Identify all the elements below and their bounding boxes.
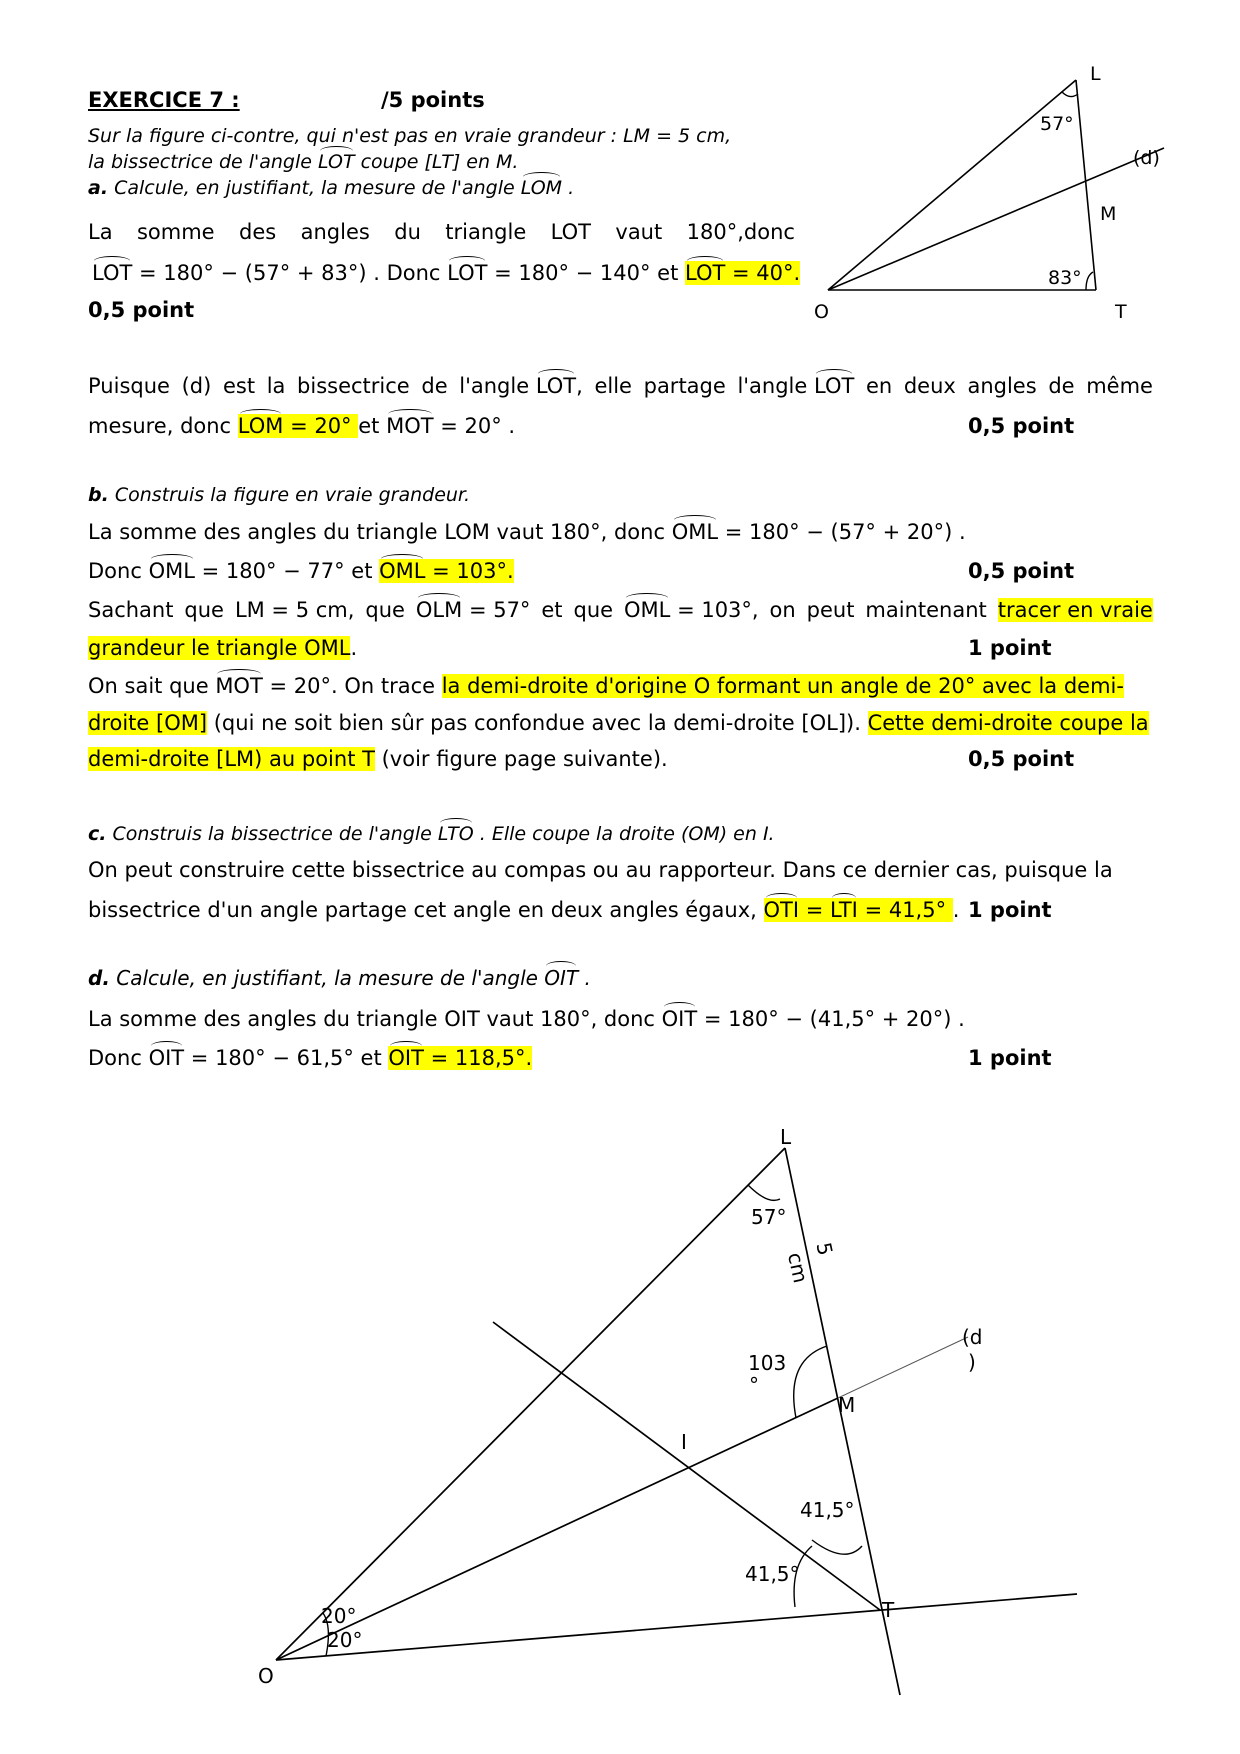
question-c: c. Construis la bissectrice de l'angle LTO . Elle coupe la droite (OM) en I.	[88, 823, 775, 845]
answer-c-highlight: OTI = LTI = 41,5°	[763, 898, 953, 922]
answer-b-score-1: 0,5 point	[968, 559, 1075, 583]
bisector-line-1: Puisque (d) est la bissectrice de l'angle LOT, elle partage l'angle LOT en deux angles de même	[88, 374, 1153, 398]
point-l-label: L	[780, 1125, 792, 1149]
answer-b-line-2: Donc OML = 180° − 77° et OML = 103°.	[88, 559, 514, 583]
answer-d-line-2: Donc OIT = 180° − 61,5° et OIT = 118,5°.	[88, 1046, 533, 1070]
length-label-5: 5	[811, 1240, 838, 1258]
angle-o-label-lower: 20°	[327, 1628, 363, 1652]
intro-line-2: la bissectrice de l'angle LOT coupe [LT] en M.	[88, 151, 519, 173]
answer-b-line-5: On sait que MOT = 20°. On trace la demi-droite d'origine O formant un angle de 20° avec la demi-	[88, 674, 1124, 698]
arc-angle-m	[794, 1346, 827, 1418]
answer-c-score: 1 point	[968, 898, 1052, 922]
angle-t-label: 83°	[1048, 267, 1082, 289]
answer-a-line-1: La somme des angles du triangle LOT vaut 180°,donc	[88, 220, 795, 244]
exercise-title: EXERCICE 7 :	[88, 88, 240, 112]
question-a: a. Calcule, en justifiant, la mesure de l'angle LOM .	[88, 177, 575, 199]
intro-line-1: Sur la figure ci-contre, qui n'est pas en vraie grandeur : LM = 5 cm,	[88, 125, 732, 147]
length-label-cm: cm	[783, 1250, 813, 1286]
answer-b-line-3: Sachant que LM = 5 cm, que OLM = 57° et que OML = 103°, on peut maintenant tracer en vraie	[88, 598, 1153, 622]
arc-angle-l	[748, 1185, 780, 1200]
answer-c-line-2: bissectrice d'un angle partage cet angle en deux angles égaux, OTI = LTI = 41,5° .	[88, 898, 960, 922]
angle-l-label: 57°	[751, 1205, 787, 1229]
point-t-label: T	[1115, 301, 1127, 323]
answer-b-line-1: La somme des angles du triangle LOM vaut 180°, donc OML = 180° − (57° + 20°) .	[88, 520, 966, 544]
answer-b-highlight-3: grandeur le triangle OML	[88, 636, 351, 660]
point-m-label: M	[838, 1393, 856, 1417]
answer-c-line-1: On peut construire cette bissectrice au compas ou au rapporteur. Dans ce dernier cas, puisque la	[88, 858, 1113, 882]
answer-b-highlight-7: demi-droite [LM) au point T	[88, 747, 375, 771]
point-o-label: O	[258, 1664, 274, 1688]
angle-l-label: 57°	[1040, 113, 1074, 135]
answer-b-highlight-4: la demi-droite d'origine O formant un angle de 20° avec la demi-	[441, 674, 1124, 698]
point-i-label: I	[681, 1430, 687, 1454]
angle-m-label-2: °	[749, 1373, 759, 1397]
answer-a-line-2: LOT = 180° − (57° + 83°) . Donc LOT = 180° − 140° et LOT = 40°.	[92, 261, 801, 285]
answer-d-highlight: OIT = 118,5°.	[388, 1046, 533, 1070]
answer-b-highlight-5: droite [OM]	[88, 711, 208, 735]
answer-d-line-1: La somme des angles du triangle OIT vaut 180°, donc OIT = 180° − (41,5° + 20°) .	[88, 1007, 965, 1031]
point-l-label: L	[1090, 63, 1101, 85]
line-d-label-1: (d	[962, 1325, 983, 1349]
line-d-label: (d)	[1133, 147, 1160, 169]
line-d-extension	[838, 1337, 968, 1398]
answer-b-score-3: 0,5 point	[968, 747, 1075, 771]
question-d: d. Calcule, en justifiant, la mesure de l'angle OIT .	[88, 966, 591, 990]
bisector-score: 0,5 point	[968, 414, 1075, 438]
angle-t-label-upper: 41,5°	[800, 1498, 855, 1522]
answer-b-line-4: grandeur le triangle OML.	[88, 636, 358, 660]
exercise-points: /5 points	[381, 88, 485, 112]
answer-b-line-7: demi-droite [LM) au point T (voir figure page suivante).	[88, 747, 668, 771]
answer-b-score-2: 1 point	[968, 636, 1052, 660]
bisector-line-2: mesure, donc LOM = 20° et MOT = 20° .	[88, 414, 516, 438]
angle-t-label-lower: 41,5°	[745, 1562, 800, 1586]
segment-ol	[276, 1148, 785, 1660]
answer-b-highlight-1: OML = 103°.	[379, 559, 514, 583]
point-t-label: T	[882, 1598, 895, 1622]
point-o-label: O	[814, 301, 829, 323]
answer-a-highlight: LOT = 40°.	[685, 261, 801, 285]
answer-a-score: 0,5 point	[88, 298, 195, 322]
point-m-label: M	[1100, 203, 1117, 225]
answer-b-line-6: droite [OM] (qui ne soit bien sûr pas confondue avec la demi-droite [OL]). Cette demi-droite coupe la	[88, 711, 1149, 735]
answer-d-score: 1 point	[968, 1046, 1052, 1070]
answer-b-highlight-2: tracer en vraie	[997, 598, 1153, 622]
angle-m-label-1: 103	[748, 1351, 787, 1375]
angle-o-label-upper: 20°	[321, 1604, 357, 1628]
answer-b-highlight-6: Cette demi-droite coupe la	[867, 711, 1149, 735]
question-b: b. Construis la figure en vraie grandeur.	[88, 484, 471, 506]
bisector-highlight: LOM = 20°	[237, 414, 359, 438]
line-d-label-2: )	[968, 1350, 976, 1374]
arc-angle-t-upper	[812, 1540, 862, 1554]
bisector-lto	[493, 1322, 880, 1610]
